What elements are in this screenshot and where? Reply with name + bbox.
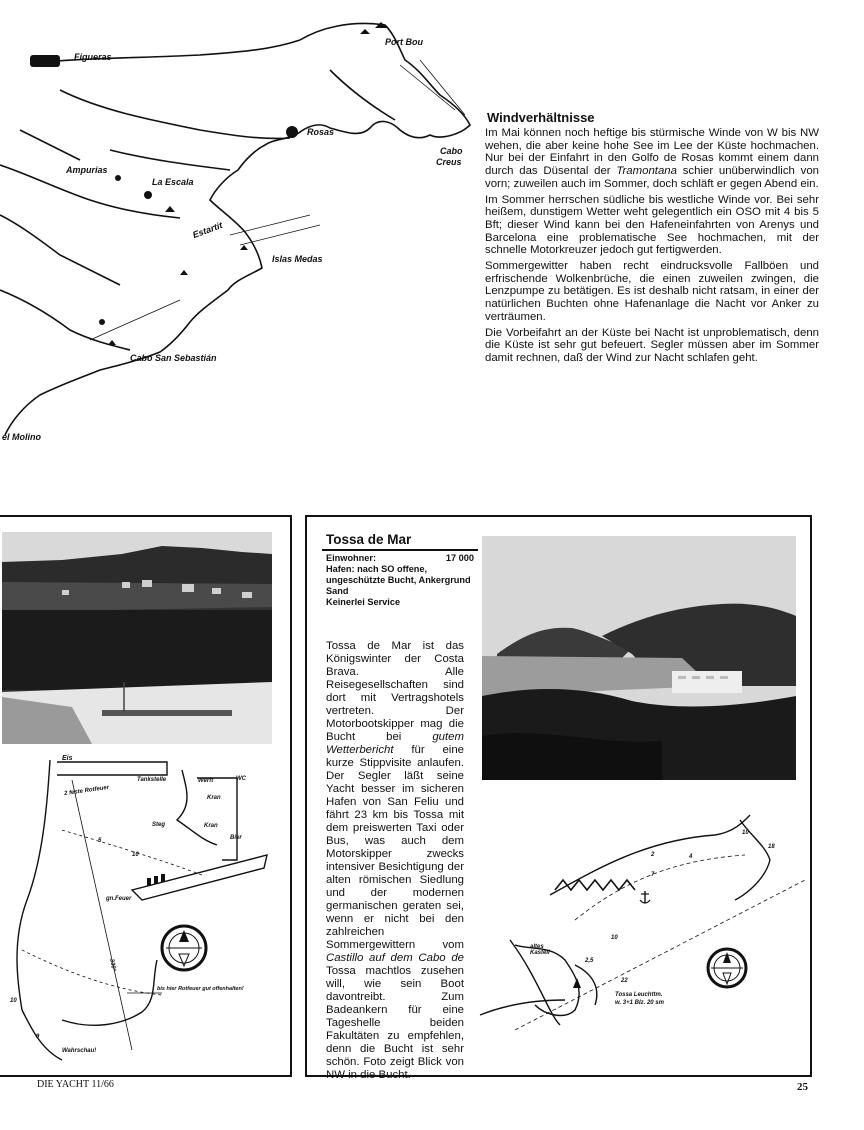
label-kran: Kran — [207, 795, 221, 801]
page-number: 25 — [797, 1081, 808, 1093]
label-depth-10b: 10 — [742, 830, 749, 836]
label-rosas: Rosas — [307, 127, 335, 137]
tossa-bay-photo — [482, 536, 796, 780]
label-depth-10: 10 — [611, 935, 618, 941]
harbor-chart-left — [2, 750, 288, 1070]
harbor-chart-left-drawing — [2, 750, 288, 1070]
label-werft: Werft — [198, 778, 214, 784]
label-altes-kastell: altes Kastell — [530, 944, 550, 956]
title-divider — [322, 549, 478, 551]
wind-body — [485, 127, 819, 368]
label-wahrschau: Wahrschau! — [62, 1048, 97, 1054]
label-creus: Creus — [436, 157, 462, 167]
label-eis: Eis — [62, 755, 73, 762]
label-port-bou: Port Bou — [385, 37, 423, 47]
label-depth-2: 2 — [651, 852, 655, 858]
facts-service: Keinerlei Service — [326, 597, 401, 607]
wind-paragraph-1: Im Mai können noch heftige bis stürmische Winde von W bis NW wehen, die aber keine hohe See im Lee der Küste hochmachen. Nur bei der Einfahrt in den Golfo de Rosas kommt einem dann durch das Düsental der Tramontana schier unüberwindlich von vorn; zuweilen auch im Sommer, doch schläft er gegen Abend ein. — [485, 127, 820, 190]
label-leuchtturm-kennung: w. 3+1 Blz. 20 sm — [615, 1000, 664, 1006]
label-el-molino: el Molino — [2, 432, 41, 442]
label-ampurias: Ampurias — [66, 165, 108, 175]
label-depth-7: 7 — [651, 872, 655, 878]
label-kran-2: Kran — [204, 823, 218, 829]
label-depth-22: 22 — [621, 978, 628, 984]
label-depth-10: 10 — [132, 852, 139, 858]
label-cabo-san-sebastian: Cabo San Sebastián — [130, 353, 217, 363]
wind-paragraph-4: Die Vorbeifahrt an der Küste bei Nacht ist unproblematisch, denn die Küste ist sehr gut befeuert. Segler müssen aber im Sommer damit rechnen, daß der Wind zur Nacht schlafen geht. — [485, 326, 819, 364]
label-tankstelle: Tankstelle — [137, 777, 167, 783]
label-bier: Bier — [230, 835, 242, 841]
label-depth-5: 5 — [98, 838, 102, 844]
harbor-photo-left-image — [2, 532, 272, 744]
label-cabo: Cabo — [440, 146, 463, 156]
coast-map-drawing — [0, 0, 480, 450]
label-rotfeuer-note: bis hier Rotfeuer gut offenhalten! — [157, 986, 244, 992]
label-wc: WC — [236, 776, 246, 782]
label-depth-10b: 10 — [10, 998, 17, 1004]
label-depth-18: 18 — [768, 844, 775, 850]
label-depth-2-5: 2,5 — [585, 958, 594, 964]
label-bearing: 330° — [108, 958, 117, 972]
label-feste-rotfeuer: 2 feste Rotfeuer — [63, 784, 110, 798]
wind-paragraph-2: Im Sommer herrschen südliche bis westliche Winde vor. Bei sehr heißem, dunstigem Wetter weht gelegentlich ein OSO mit 4 bis 5 Bft; dieser Wind kann bei den Hafeneinfahrten von Arenys und Barcelona eine problematische See hochmachen, mit der schnelle Motorkreuzer jedoch gut fertigwerden. — [485, 193, 819, 257]
label-islas-medas: Islas Medas — [272, 254, 323, 264]
label-figueras: Figueras — [74, 52, 112, 62]
tossa-bay-photo-image — [482, 536, 796, 780]
compass-rose-icon — [162, 926, 206, 970]
label-depth-9: 9 — [36, 1034, 40, 1040]
tossa-body: Tossa de Mar ist das Königswinter der Costa Brava. Alle Reisegesellschaften sind dort mit Vertragshotels vertreten. Der Motorbootskipper mag die Bucht bei gutem Wetterbericht für eine kurze Stippvisite anlaufen. Der Segler läßt seine Yacht besser im sicheren Hafen von San Feliu und fährt 23 km bis Tossa mit dem preiswerten Taxi oder Bus, was auch dem Motorskipper zwecks intensiver Besichtigung der alten römischen Siedlung und der modernen germanischen geraten sei, wenn er nicht bei den zahlreichen Sommergewittern vom Castillo auf dem Cabo de Tossa machtlos zusehen will, wie sein Boot davontreibt. Zum Badeankern für eine Tageshelle beiden Fakultäten zu empfehlen, denn die Bucht ist sehr schön. Foto zeigt Blick von NW in die Bucht. — [326, 640, 464, 1081]
wind-paragraph-3: Sommergewitter haben recht eindrucksvolle Fallböen und erfrischende Wolkenbrüche, die einen zuweilen zwingen, die Lenzpumpe zu betätigen. Es ist deshalb nicht ratsam, in einer der natürlichen Buchten ohne Hafenanlage die Nacht vor Anker zu verträumen. — [485, 260, 819, 323]
label-steg: Steg — [152, 822, 166, 828]
facts-einwohner: Einwohner: 17 000 — [326, 553, 474, 563]
label-depth-4: 4 — [689, 854, 693, 860]
footer-publication: DIE YACHT 11/66 — [37, 1079, 114, 1090]
anchor-icon — [640, 891, 650, 903]
harbor-photo-left — [2, 532, 272, 744]
compass-rose-icon — [708, 949, 746, 987]
label-gn-feuer: gn.Feuer — [106, 896, 132, 902]
wind-title: Windverhältnisse — [487, 110, 595, 125]
label-la-escala: La Escala — [152, 177, 194, 187]
tossa-title: Tossa de Mar — [326, 532, 412, 547]
label-estartit: Estartit — [191, 219, 224, 241]
facts-hafen: Hafen: nach SO offene, ungeschützte Bucht, Ankergrund Sand — [326, 564, 471, 596]
harbor-chart-right — [475, 800, 805, 1030]
coast-map — [0, 0, 480, 450]
label-leuchtturm: Tossa Leuchttm. — [615, 992, 663, 998]
tossa-facts — [326, 553, 474, 608]
